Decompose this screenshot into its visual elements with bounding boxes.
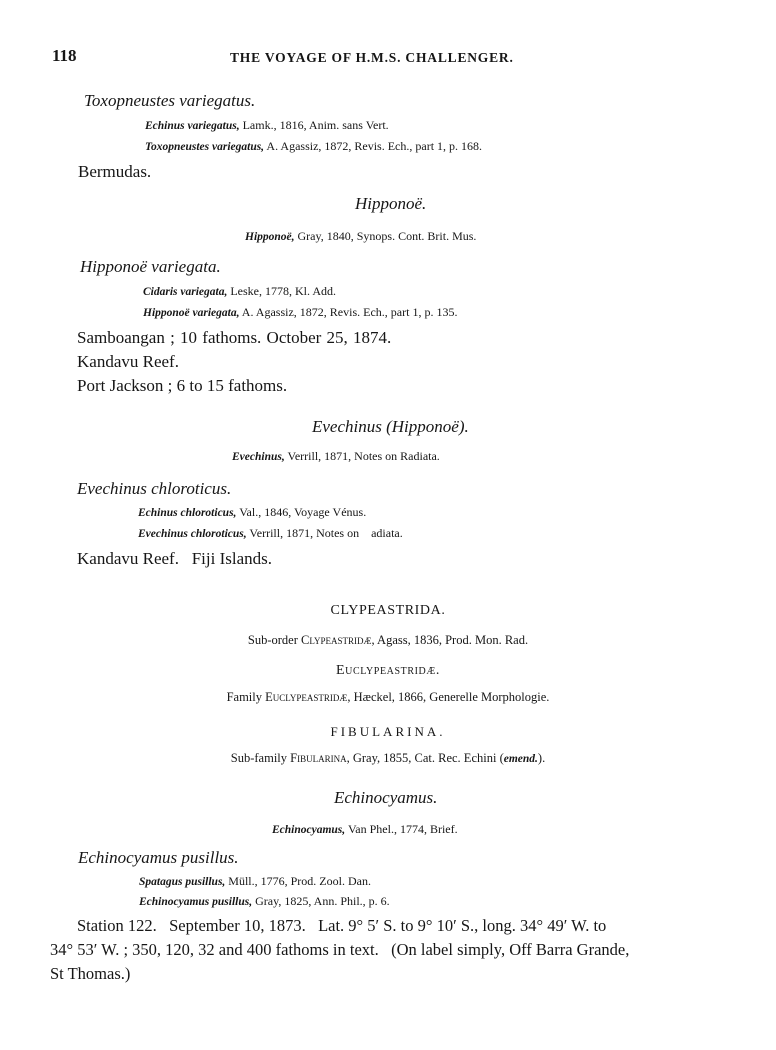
synonym-line (139, 874, 371, 889)
synonym-name: Hipponoë variegata, (143, 307, 240, 319)
synonym-name: Echinocyamus pusillus, (139, 896, 253, 908)
species-heading: Echinocyamus pusillus. (78, 848, 239, 867)
locality-line: Bermudas. (78, 162, 152, 181)
order-heading: CLYPEASTRIDA. (330, 603, 446, 618)
subfamily-line (0, 751, 776, 766)
synonym-reference: Leske, 1778, Kl. Add. (227, 284, 336, 298)
genus-heading: Hipponoë. (355, 194, 427, 213)
synonym-name: Toxopneustes variegatus, (145, 141, 265, 153)
species-heading: Hipponoë variegata. (80, 257, 221, 276)
subfamily-close: ). (537, 751, 546, 765)
synonym-name: Evechinus, (232, 451, 285, 463)
running-title: THE VOYAGE OF H.M.S. CHALLENGER. (230, 50, 514, 65)
family-prefix: Family (226, 690, 266, 704)
station-line: 34° 53′ W. ; 350, 120, 32 and 400 fathoms in text. (On label simply, Off Barra Grande, (50, 940, 630, 959)
locality-line: Kandavu Reef. Fiji Islands. (77, 549, 272, 568)
species-heading: Evechinus chloroticus. (77, 479, 232, 498)
synonym-reference: A. Agassiz, 1872, Revis. Ech., part 1, p. 135. (239, 305, 458, 319)
synonym-name: Spatagus pusillus, (139, 876, 226, 888)
station-line: St Thomas.) (50, 964, 131, 983)
species-heading: Toxopneustes variegatus. (84, 91, 256, 110)
synonym-name: Cidaris variegata, (143, 286, 228, 298)
synonym-name: Echinus variegatus, (145, 120, 240, 132)
family-line (0, 690, 776, 705)
synonym-reference: Müll., 1776, Prod. Zool. Dan. (225, 874, 371, 888)
family-name: Euclypeastridæ, (265, 690, 351, 704)
genus-heading: Echinocyamus. (334, 788, 438, 807)
synonym-name: Hipponoë, (245, 231, 295, 243)
subfamily-heading: FIBULARINA. (330, 724, 446, 739)
synonym-reference: A. Agassiz, 1872, Revis. Ech., part 1, p. 168. (264, 139, 483, 153)
synonym-line (145, 139, 482, 154)
subfamily-name: Fibularina, (290, 751, 350, 765)
synonym-name: Echinocyamus, (272, 824, 346, 836)
synonym-line (143, 284, 336, 299)
synonym-reference: Verrill, 1871, Notes on Radiata. (284, 449, 440, 463)
suborder-name: Clypeastridæ, (301, 633, 375, 647)
locality-line: Samboangan ; 10 fathoms. October 25, 1874. (77, 328, 392, 347)
locality-line: Port Jackson ; 6 to 15 fathoms. (77, 376, 288, 395)
synonym-name: Echinus chloroticus, (138, 507, 237, 519)
genus-heading: Evechinus (Hipponoë). (312, 417, 469, 436)
subfamily-reference: Gray, 1855, Cat. Rec. Echini ( (349, 751, 504, 765)
page-number: 118 (52, 46, 77, 65)
synonym-line (245, 229, 476, 244)
locality-line: Kandavu Reef. (77, 352, 179, 371)
synonym-reference: Gray, 1825, Ann. Phil., p. 6. (252, 894, 390, 908)
synonym-line (145, 118, 389, 133)
synonym-reference: Gray, 1840, Synops. Cont. Brit. Mus. (294, 229, 477, 243)
subfamily-emend: emend. (503, 753, 538, 765)
synonym-reference: Van Phel., 1774, Brief. (345, 822, 458, 836)
suborder-line (0, 633, 776, 648)
subfamily-prefix: Sub-family (230, 751, 291, 765)
synonym-line (138, 526, 403, 541)
synonym-line (143, 305, 457, 320)
synonym-reference: Lamk., 1816, Anim. sans Vert. (239, 118, 389, 132)
suborder-reference: Agass, 1836, Prod. Mon. Rad. (374, 633, 529, 647)
synonym-reference: Verrill, 1871, Notes on adiata. (246, 526, 403, 540)
suborder-prefix: Sub-order (247, 633, 302, 647)
family-heading: Euclypeastridæ. (336, 663, 440, 678)
station-line: Station 122. September 10, 1873. Lat. 9° 5′ S. to 9° 10′ S., long. 34° 49′ W. to (77, 916, 607, 935)
synonym-line (138, 505, 366, 520)
synonym-name: Evechinus chloroticus, (138, 528, 247, 540)
synonym-reference: Val., 1846, Voyage Vénus. (236, 505, 367, 519)
synonym-line (272, 822, 458, 837)
family-reference: Hæckel, 1866, Generelle Morphologie. (350, 690, 550, 704)
synonym-line (139, 894, 390, 909)
synonym-line (232, 449, 440, 464)
